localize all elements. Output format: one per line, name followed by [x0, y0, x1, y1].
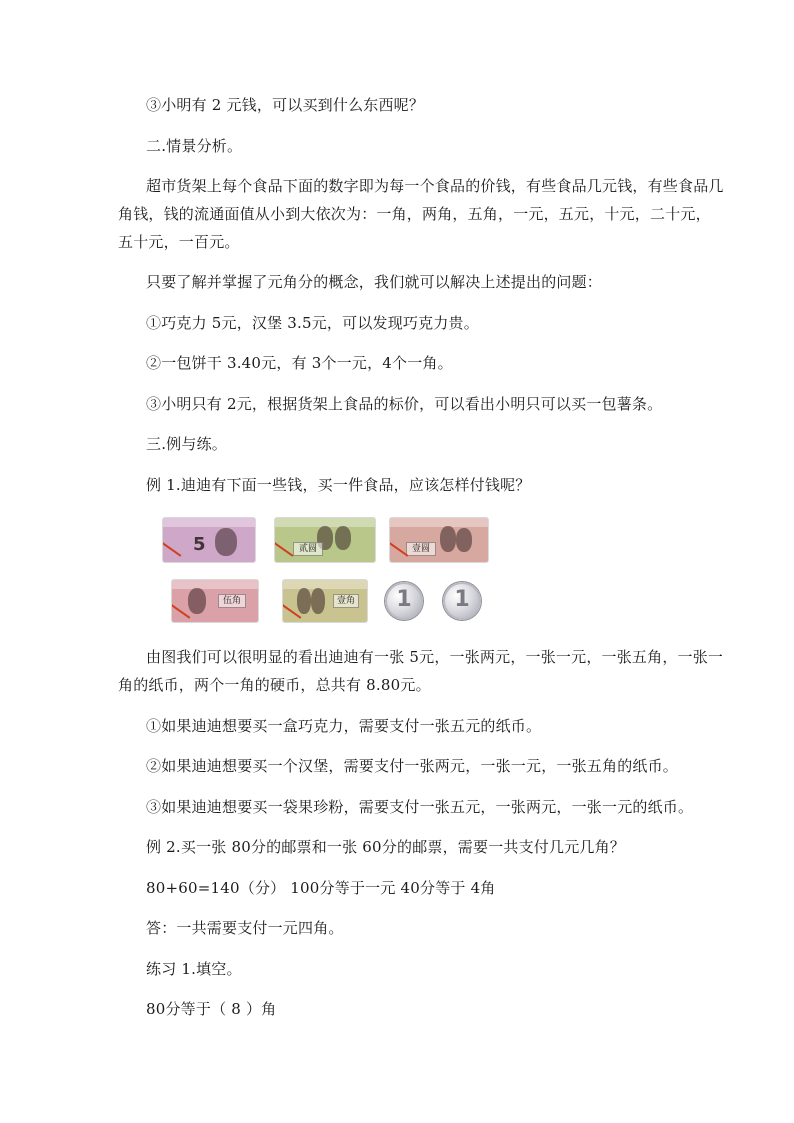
- text-line: 角钱，钱的流通面值从小到大依次为：一角，两角，五角，一元，五元，十元，二十元，: [118, 205, 711, 223]
- text-line: 五十元，一百元。: [118, 233, 240, 251]
- exercise-item: 80分等于（ 8 ）角: [146, 1000, 277, 1018]
- calculation-line: 80+60=140（分） 100分等于一元 40分等于 4角: [146, 879, 496, 897]
- bill-2-yuan: 贰圆: [275, 518, 375, 562]
- bill-1-yuan: 壹圆: [390, 518, 488, 562]
- text-line: 由图我们可以很明显的看出迪迪有一张 5元，一张两元，一张一元，一张五角，一张一: [146, 648, 724, 666]
- text-line: ③小明只有 2元，根据货架上食品的标价，可以看出小明只可以买一包薯条。: [146, 395, 663, 413]
- exercise-title: 练习 1.填空。: [146, 960, 242, 978]
- text-line: ③小明有 2 元钱，可以买到什么东西呢？: [146, 96, 425, 114]
- text-line: ②如果迪迪想要买一个汉堡，需要支付一张两元，一张一元，一张五角的纸币。: [146, 757, 679, 775]
- text-line: ①巧克力 5元，汉堡 3.5元，可以发现巧克力贵。: [146, 314, 479, 332]
- text-line: 超市货架上每个食品下面的数字即为每一个食品的价钱，有些食品几元钱，有些食品几: [146, 177, 724, 195]
- text-line: 只要了解并掌握了元角分的概念，我们就可以解决上述提出的问题：: [146, 273, 603, 291]
- section-heading: 三.例与练。: [146, 435, 227, 453]
- section-heading: 二.情景分析。: [146, 137, 243, 155]
- coin-1-jiao: 1: [385, 582, 423, 620]
- bill-1-jiao: 壹角: [283, 580, 367, 622]
- bill-5-jiao: 伍角: [172, 580, 258, 622]
- example-title: 例 1.迪迪有下面一些钱，买一件食品，应该怎样付钱呢？: [146, 476, 531, 494]
- bill-5-yuan: 5: [163, 518, 255, 562]
- text-line: ①如果迪迪想要买一盒巧克力，需要支付一张五元的纸币。: [146, 717, 542, 735]
- text-line: 角的纸币，两个一角的硬币，总共有 8.80元。: [118, 676, 431, 694]
- text-line: ②一包饼干 3.40元，有 3个一元，4个一角。: [146, 354, 453, 372]
- text-line: ③如果迪迪想要买一袋果珍粉，需要支付一张五元，一张两元，一张一元的纸币。: [146, 798, 694, 816]
- example-title: 例 2.买一张 80分的邮票和一张 60分的邮票，需要一共支付几元几角？: [146, 838, 625, 856]
- answer-line: 答：一共需要支付一元四角。: [146, 919, 344, 937]
- coin-1-jiao: 1: [443, 582, 481, 620]
